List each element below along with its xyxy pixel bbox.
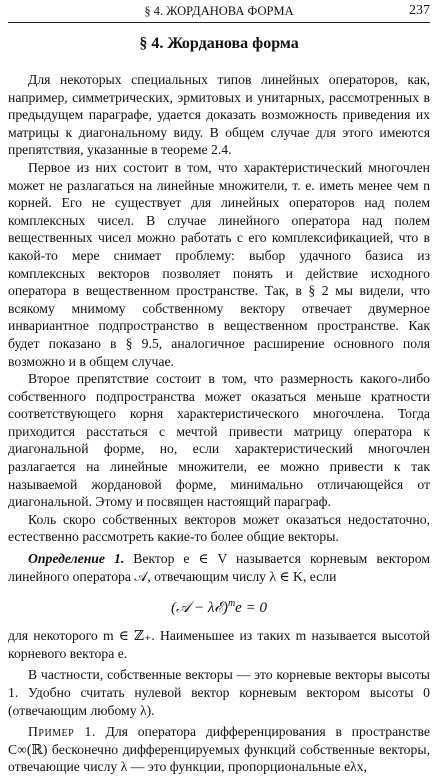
- formula-exponent: m: [227, 598, 236, 610]
- definition-label: Определение 1.: [28, 551, 125, 567]
- page-number: 237: [409, 3, 430, 18]
- paragraph-height-definition: для некоторого m ∈ ℤ₊. Наименьшее из таких m называется высотой корневого вектора e.: [8, 628, 430, 661]
- paragraph-intro: Для некоторых специальных типов линейных операторов, как, например, симметрических, эрмитовых и унитарных, рассмотренных в предыдущем параграфе, удается доказать возможность приведения их матрицы к диагональному виду. В общем случае для этого имеются препятствия, указанные в теореме 2.4.: [8, 72, 430, 158]
- example-label: Пример 1.: [28, 724, 96, 740]
- running-header: [8, 0, 430, 23]
- definition-paragraph: [8, 550, 430, 585]
- example-paragraph: [8, 723, 430, 776]
- running-title: § 4. ЖОРДАНОВА ФОРМА: [144, 4, 294, 18]
- paragraph-first-obstacle: Первое из них состоит в том, что характеристический многочлен может не разлагаться на линейные множители, т. е. иметь менее чем n корней. Его не существует для линейных операторов над полем комплексных чисел. В случае линейного оператора над полем вещественных чисел можно работать с его комплексификацией, что в какой-то мере снимает проблему: выбор удачного базиса из комплексных векторов позволяет понять и действие исходного оператора в вещественном пространстве. Так, в § 2 мы видели, что всякому мнимому собственному вектору отвечает двумерное инвариантное подпространство в вещественном пространстве. Как будет показано в § 9.5, аналогичное расширение основного поля возможно и в общем случае.: [8, 159, 430, 369]
- paragraph-second-obstacle: Второе препятствие состоит в том, что размерность какого-либо собственного подпространства может оказаться меньше кратности соответствующего корня характеристического многочлена. Тогда приходится расстаться с мечтой привести матрицу оператора к диагональной форме, но, если характеристический многочлен разлагается на линейные множители, ее можно привести к так называемой жордановой форме, минимально отличающейся от диагональной. Этому и посвящен настоящий параграф.: [8, 371, 430, 510]
- formula-base: (𝒜 − λℰ): [171, 600, 228, 617]
- paragraph-remark: В частности, собственные векторы — это корневые векторы высоты 1. Удобно считать нулевой вектор корневым вектором высоты 0 (отвечающим любому λ).: [8, 667, 430, 718]
- root-vector-formula: [8, 594, 430, 618]
- section-title: § 4. Жорданова форма: [139, 35, 299, 52]
- paragraph-transition: Коль скоро собственных векторов может оказаться недостаточно, естественно рассмотреть какие-то более общие векторы.: [8, 511, 430, 545]
- example-text: Для оператора дифференцирования в пространстве C∞(ℝ) бесконечно дифференцируемых функций собственные векторы, отвечающие числу λ — это функции, пропорциональные eλx,: [8, 724, 431, 775]
- formula-tail: e = 0: [235, 600, 267, 617]
- definition-text: Вектор e ∈ V называется корневым вектором линейного оператора 𝒜, отвечающим числу λ ∈ K, если: [8, 551, 430, 584]
